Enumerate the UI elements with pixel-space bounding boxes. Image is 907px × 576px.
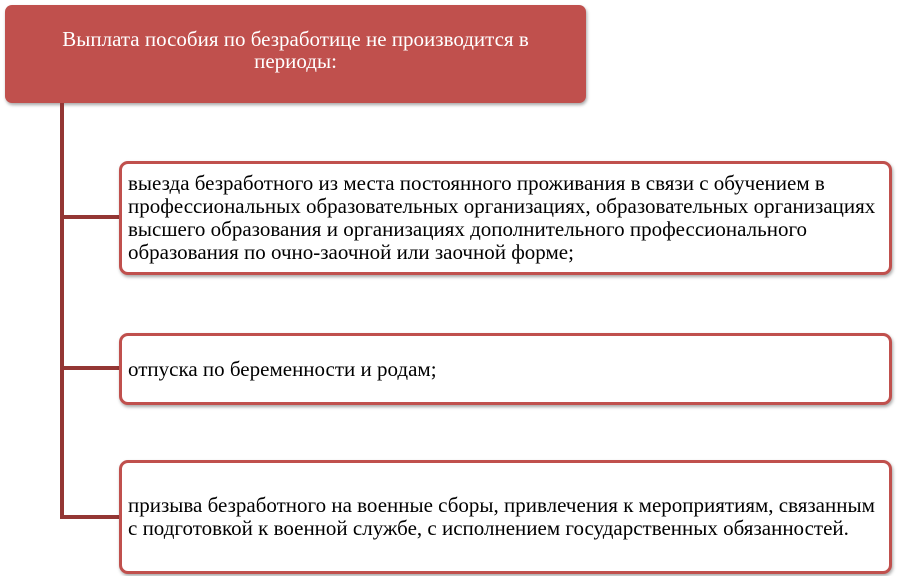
item-text-3: призыва безработного на военные сборы, привлечения к мероприятиям, связанным с подготовкой к военной службе, с исполнением государственных обязанностей. (128, 493, 875, 540)
connector-line-2 (60, 366, 120, 370)
item-box-1 (119, 161, 892, 275)
tree-spine-line (60, 103, 64, 519)
header-box (5, 5, 586, 103)
header-title: Выплата пособия по безработице не производится в периоды: (62, 27, 529, 73)
connector-line-1 (60, 215, 120, 219)
item-box-3 (119, 460, 892, 574)
item-text-1: выезда безработного из места постоянного проживания в связи с обучением в профессиональных образовательных организациях, образовательных организациях высшего образования и организациях дополнительного профессионального образования по очно-заочной или заочной форме; (128, 171, 876, 264)
connector-line-3 (60, 515, 120, 519)
item-box-2 (119, 333, 892, 405)
item-text-2: отпуска по беременности и родам; (128, 356, 437, 381)
